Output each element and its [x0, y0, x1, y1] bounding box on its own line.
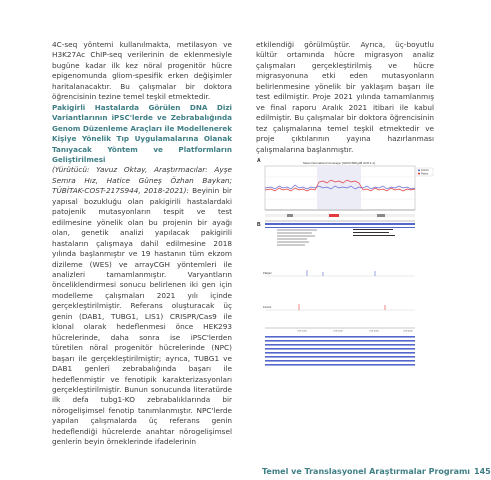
annotation-track [265, 336, 415, 338]
footer-title: Temel ve Translasyonel Araştırmalar Programı [262, 467, 471, 476]
legend-label-control: Control [421, 170, 429, 172]
coverage-plot-title: Mean Normalized Coverage: [GRCh38/hg38 chr8:1-1] [303, 161, 375, 165]
project-credit: (Yürütücü: Yavuz Oktay, Araştırmacılar: Ayşe Semra Hız, Hatice Güneş Özhan Baykan; TÜBİTAK-COST-217S944, 2018-2021): [52, 165, 232, 196]
right-column [256, 40, 434, 155]
chromosome-band-dark [287, 214, 293, 217]
annotation-track [265, 352, 415, 354]
track-tick: chr8:4000 [403, 330, 413, 333]
panel-b-track-2 [265, 294, 415, 320]
left-paragraph-1: 4C-seq yöntemi kullanılmakta, metilasyon ve H3K27Ac ChIP-seq verilerinin de eklenmesiyle bugüne kadar ilk kez nöral progenitör hücre epigenomunda gliom-spesifik erken değişimler haritalanacaktır. Bu çalışmalar bir doktora öğrencisinin tezine temel teşkil etmektedir. [52, 40, 232, 102]
annotation-track [265, 344, 415, 346]
legend-swatch-patient [418, 173, 420, 175]
annotation-track [265, 364, 415, 366]
row-label-pakigiri: Pakigiri [263, 272, 272, 275]
panel-label-b: B [257, 222, 261, 228]
left-column [52, 40, 232, 448]
exon-block [353, 232, 389, 233]
row-label-kontrol: Kontrol [263, 306, 272, 309]
exon-block [353, 235, 395, 236]
page-footer [262, 467, 491, 476]
figure-graphic [257, 158, 435, 403]
chromosome-band-dark [377, 214, 385, 217]
figure [257, 158, 435, 403]
gene-track-bar [265, 227, 415, 228]
legend-label-patient: Patient [421, 173, 429, 176]
track-tick: chr8:2000 [333, 330, 343, 333]
left-paragraph-2: Beyinin bir yapısal bozukluğu olan pakigirili hastalardaki patojenik mutasyonların tespit ve test edilmesine yönelik olan bu projenin bir ayağı olan, genetik analizi yapılacak pakigirili hastaların çalışmaya dahil edilmesine 2018 yılında başlanmıştır ve 19 hastanın tüm ekzom dizileme (WES) ve arrayCGH yöntemleri ile analizleri tamamlanmıştır. Varyantların önceliklendirmesi sonucu belirlenen iki gen için modelleme çalışmaları 2021 yılı içinde gerçekleştirilmiştir. Referans oluşturacak üç genin (DAB1, TUBG1, LIS1) CRISPR/Cas9 ile klonal olarak hedeflenmesi önce HEK293 hücrelerinde, daha sonra ise iPSC'lerden türetilen nöral progenitör hücrelerinde (NPC) başarı ile gerçekleştirilmiştir; ayrıca, TUBG1 ve DAB1 genleri zebrabalığında başarı ile hedeflenmiştir ve fenotipik karakterizasyonları gerçekleştirilmiştir. Bunun sonucunda literatürde ilk defa tubg1-KO zebrabalıklarında bir nörogelişimsel fenotip tanımlanmıştır. NPC'lerde yapılan çalışmalarda üç referans genin hedeflendiği hücrelerde anahtar nörogelişimsel genlerin beyin örneklerinde ifadelerinin [52, 186, 232, 447]
exon-block [353, 229, 393, 230]
track-tick: chr8:1000 [297, 330, 307, 333]
annotation-track [265, 348, 415, 350]
legend-swatch-control [418, 170, 420, 172]
track-tick: chr8:3000 [369, 330, 379, 333]
annotation-track [265, 360, 415, 362]
project-heading: Pakigirli Hastalarda Görülen DNA Dizi Variantlarının iPSC'lerde ve Zebrabalığında Genom Düzenleme Araçları ile Modellenerek Kişiye Yönelik Tıp Uygulamalarına Olanak Tanıyacak Yöntem ve Platformların Geliştirilmesi [52, 102, 232, 164]
annotation-track [265, 356, 415, 358]
right-paragraph: etkilendiği görülmüştür. Ayrıca, üç-boyutlu kültür ortamında hücre migrasyon analiz çalışmaları gerçekleştirilmiş ve hücre migrasyonuna etki eden mutasyonların belirlenmesine yönelik bir yaklaşım başarı ile test edilmiştir. Proje 2021 yılında tamamlanmış ve final raporu Aralık 2021 itibari ile kabul edilmiştir. Bu çalışmalar bir doktora öğrencisinin tez çalışmalarına temel teşkil etmektedir ve proje çıktılarının yayına hazırlanması çalışmalarına başlanmıştır. [256, 40, 434, 154]
panel-b-track-1 [265, 262, 415, 292]
page-number: 145 [474, 467, 491, 476]
project-body [52, 165, 232, 447]
chromosome-band-highlight [329, 214, 339, 217]
gene-track-bar [265, 223, 415, 225]
annotation-track [265, 340, 415, 342]
panel-label-a: A [257, 158, 261, 164]
